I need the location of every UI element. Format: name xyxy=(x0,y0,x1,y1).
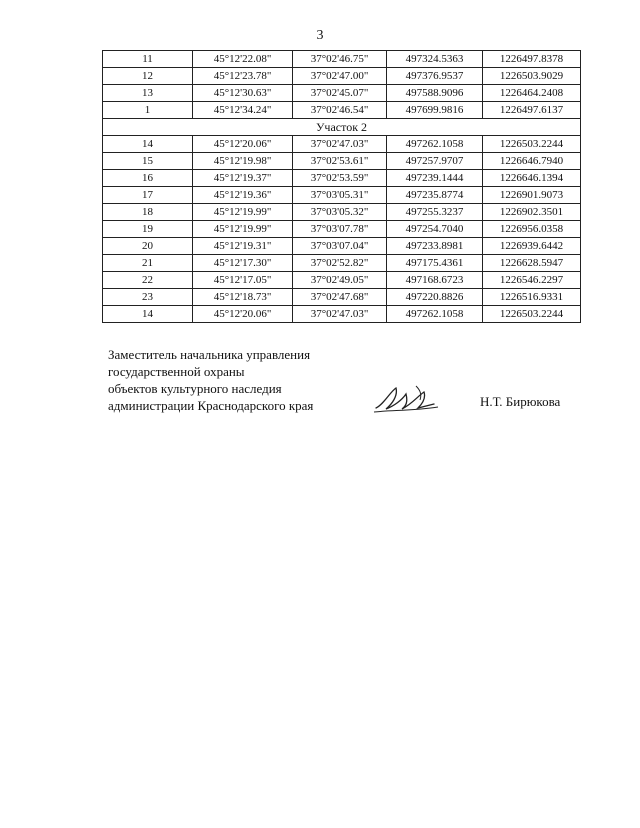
longitude-cell: 37°02'47.03" xyxy=(293,136,387,153)
coord-y-cell: 1226646.7940 xyxy=(483,153,581,170)
longitude-cell: 37°02'49.05" xyxy=(293,272,387,289)
coord-x-cell: 497262.1058 xyxy=(387,136,483,153)
table-row xyxy=(103,238,581,255)
latitude-cell: 45°12'19.36" xyxy=(193,187,293,204)
coord-y-cell: 1226939.6442 xyxy=(483,238,581,255)
latitude-cell: 45°12'17.30" xyxy=(193,255,293,272)
section-header xyxy=(103,119,581,136)
longitude-cell: 37°02'47.03" xyxy=(293,306,387,323)
table-row xyxy=(103,68,581,85)
coordinates-table xyxy=(102,50,581,323)
coord-x-cell: 497175.4361 xyxy=(387,255,483,272)
coord-x-cell: 497257.9707 xyxy=(387,153,483,170)
coord-y-cell: 1226628.5947 xyxy=(483,255,581,272)
longitude-cell: 37°02'53.61" xyxy=(293,153,387,170)
signer-title-line-3: объектов культурного наследия xyxy=(108,381,282,396)
coord-x-cell: 497220.8826 xyxy=(387,289,483,306)
longitude-cell: 37°02'45.07" xyxy=(293,85,387,102)
coord-x-cell: 497254.7040 xyxy=(387,221,483,238)
latitude-cell: 45°12'19.99" xyxy=(193,221,293,238)
coord-x-cell: 497239.1444 xyxy=(387,170,483,187)
table-row xyxy=(103,136,581,153)
point-number-cell: 11 xyxy=(103,51,193,68)
point-number-cell: 14 xyxy=(103,136,193,153)
latitude-cell: 45°12'30.63" xyxy=(193,85,293,102)
longitude-cell: 37°02'52.82" xyxy=(293,255,387,272)
table-row xyxy=(103,306,581,323)
table-row xyxy=(103,102,581,119)
coord-y-cell: 1226646.1394 xyxy=(483,170,581,187)
point-number-cell: 17 xyxy=(103,187,193,204)
section-row xyxy=(103,119,581,136)
signer-title-line-2: государственной охраны xyxy=(108,364,245,379)
coord-y-cell: 1226956.0358 xyxy=(483,221,581,238)
latitude-cell: 45°12'19.31" xyxy=(193,238,293,255)
coord-y-cell: 1226546.2297 xyxy=(483,272,581,289)
coord-y-cell: 1226464.2408 xyxy=(483,85,581,102)
table-row xyxy=(103,204,581,221)
latitude-cell: 45°12'34.24" xyxy=(193,102,293,119)
coord-y-cell: 1226497.6137 xyxy=(483,102,581,119)
point-number-cell: 18 xyxy=(103,204,193,221)
latitude-cell: 45°12'19.37" xyxy=(193,170,293,187)
signer-title-line-1: Заместитель начальника управления xyxy=(108,347,311,362)
point-number-cell: 23 xyxy=(103,289,193,306)
point-number-cell: 14 xyxy=(103,306,193,323)
table-row xyxy=(103,85,581,102)
latitude-cell: 45°12'23.78" xyxy=(193,68,293,85)
coord-x-cell: 497588.9096 xyxy=(387,85,483,102)
signer-name: Н.Т. Бирюкова xyxy=(480,394,561,409)
point-number-cell: 21 xyxy=(103,255,193,272)
coord-x-cell: 497168.6723 xyxy=(387,272,483,289)
latitude-cell: 45°12'20.06" xyxy=(193,306,293,323)
latitude-cell: 45°12'19.99" xyxy=(193,204,293,221)
longitude-cell: 37°02'47.00" xyxy=(293,68,387,85)
table-row xyxy=(103,153,581,170)
table-row xyxy=(103,51,581,68)
point-number-cell: 20 xyxy=(103,238,193,255)
page-number: 3 xyxy=(316,28,324,43)
table-body-part-1 xyxy=(103,51,581,119)
longitude-cell: 37°02'46.54" xyxy=(293,102,387,119)
point-number-cell: 22 xyxy=(103,272,193,289)
longitude-cell: 37°03'05.32" xyxy=(293,204,387,221)
coord-y-cell: 1226503.2244 xyxy=(483,136,581,153)
coord-y-cell: 1226497.8378 xyxy=(483,51,581,68)
latitude-cell: 45°12'20.06" xyxy=(193,136,293,153)
point-number-cell: 13 xyxy=(103,85,193,102)
coord-x-cell: 497699.9816 xyxy=(387,102,483,119)
table-body-part-2 xyxy=(103,136,581,323)
handwritten-signature xyxy=(372,382,442,416)
longitude-cell: 37°03'07.04" xyxy=(293,238,387,255)
coord-y-cell: 1226901.9073 xyxy=(483,187,581,204)
point-number-cell: 16 xyxy=(103,170,193,187)
coord-y-cell: 1226516.9331 xyxy=(483,289,581,306)
table-row xyxy=(103,289,581,306)
coord-x-cell: 497255.3237 xyxy=(387,204,483,221)
table-row xyxy=(103,221,581,238)
latitude-cell: 45°12'18.73" xyxy=(193,289,293,306)
longitude-cell: 37°02'53.59" xyxy=(293,170,387,187)
longitude-cell: 37°02'46.75" xyxy=(293,51,387,68)
latitude-cell: 45°12'17.05" xyxy=(193,272,293,289)
latitude-cell: 45°12'22.08" xyxy=(193,51,293,68)
coord-x-cell: 497324.5363 xyxy=(387,51,483,68)
coord-x-cell: 497233.8981 xyxy=(387,238,483,255)
longitude-cell: 37°03'07.78" xyxy=(293,221,387,238)
coord-y-cell: 1226503.9029 xyxy=(483,68,581,85)
latitude-cell: 45°12'19.98" xyxy=(193,153,293,170)
coord-x-cell: 497235.8774 xyxy=(387,187,483,204)
table-row xyxy=(103,187,581,204)
table-row xyxy=(103,272,581,289)
point-number-cell: 19 xyxy=(103,221,193,238)
longitude-cell: 37°02'47.68" xyxy=(293,289,387,306)
coord-y-cell: 1226503.2244 xyxy=(483,306,581,323)
point-number-cell: 15 xyxy=(103,153,193,170)
coord-x-cell: 497262.1058 xyxy=(387,306,483,323)
coord-y-cell: 1226902.3501 xyxy=(483,204,581,221)
table-row xyxy=(103,170,581,187)
point-number-cell: 1 xyxy=(103,102,193,119)
longitude-cell: 37°03'05.31" xyxy=(293,187,387,204)
coord-x-cell: 497376.9537 xyxy=(387,68,483,85)
section-title: Участок 2 xyxy=(103,119,581,136)
table-row xyxy=(103,255,581,272)
point-number-cell: 12 xyxy=(103,68,193,85)
signer-title-line-4: администрации Краснодарского края xyxy=(108,398,314,413)
